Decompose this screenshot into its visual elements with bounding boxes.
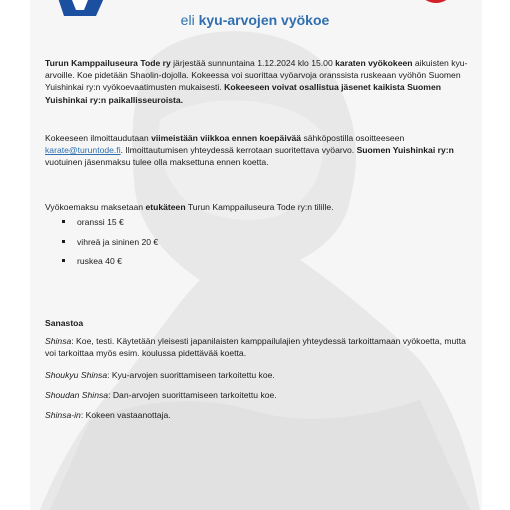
glossary-term: Shoukyu Shinsa: [45, 370, 108, 380]
glossary-heading: [45, 317, 470, 329]
fee-advance: etukäteen: [145, 202, 186, 212]
glossary-definition: : Dan-arvojen suorittamiseen tarkoitettu koe.: [108, 390, 277, 400]
fee-paragraph: [45, 201, 470, 213]
association-name: Suomen Yuishinkai ry:n: [356, 145, 454, 156]
fee-text: Vyökoemaksu maksetaan: [45, 202, 146, 212]
glossary-entry: [45, 335, 470, 359]
email-link[interactable]: karate@turuntode.fi: [45, 145, 121, 156]
registration-paragraph: [45, 132, 470, 169]
glossary-entry: [45, 409, 470, 421]
list-item: vihreä ja sininen 20 €: [60, 236, 158, 256]
glossary-definition: : Kokeen vastaanottaja.: [80, 410, 171, 420]
intro-paragraph: [45, 57, 470, 106]
event-name: karaten vyökokeen: [335, 58, 413, 68]
fee-list: [60, 216, 158, 275]
registration-text-3: . Ilmoittautumisen yhteydessä kerrotaan suoritettava vyöarvo.: [120, 145, 357, 156]
registration-deadline: viimeistään viikkoa ennen koepäivää: [151, 133, 302, 143]
glossary-definition: : Kyu-arvojen suorittamiseen tarkoitettu koe.: [107, 370, 275, 380]
glossary-heading-text: Sanastoa: [45, 318, 84, 328]
glossary-entry: [45, 369, 470, 381]
intro-text: järjestää sunnuntaina 1.12.2024 klo 15.00: [170, 58, 336, 68]
glossary-term: Shoudan Shinsa: [45, 390, 109, 400]
page-title: [0, 12, 510, 28]
glossary-entry: [45, 389, 470, 401]
glossary-term: Shinsa: [45, 336, 72, 346]
title-highlight: kyu-arvojen vyökoe: [198, 12, 330, 28]
registration-text: Kokeeseen ilmoittaudutaan: [45, 133, 152, 143]
registration-text-4: vuotuinen jäsenmaksu tulee olla maksettuna ennen koetta.: [45, 157, 269, 168]
intro-text-2: aikuisten kyu-arvoille. Koe pidetään Shaolin-dojolla. Kokeessa voi suorittaa vyöarvoja oranssista ruskeaan vyöhön Suomen Yuishinkai ry:n vyökoevaatimusten mukaisesti.: [45, 58, 468, 93]
glossary-term: Shinsa-in: [45, 410, 81, 420]
fee-text-2: Turun Kamppailuseura Tode ry:n tilille.: [185, 202, 334, 212]
glossary-definition: : Koe, testi. Käytetään yleisesti japanilaisten kamppailulajien yhteydessä tarkoittamaan vyökoetta, mutta voi tarkoittaa myös esim. koulussa pidettävää koetta.: [45, 336, 466, 359]
list-item: ruskea 40 €: [60, 255, 158, 275]
title-prefix: eli: [180, 12, 199, 28]
registration-text-2: sähköpostilla osoitteeseen: [301, 133, 405, 143]
eligibility-note: Kokeeseen voivat osallistua jäsenet kaikista Suomen Yuishinkai ry:n paikallisseuroista.: [45, 82, 441, 105]
org-name: Turun Kamppailuseura Tode ry: [45, 58, 171, 68]
list-item: oranssi 15 €: [60, 216, 158, 236]
